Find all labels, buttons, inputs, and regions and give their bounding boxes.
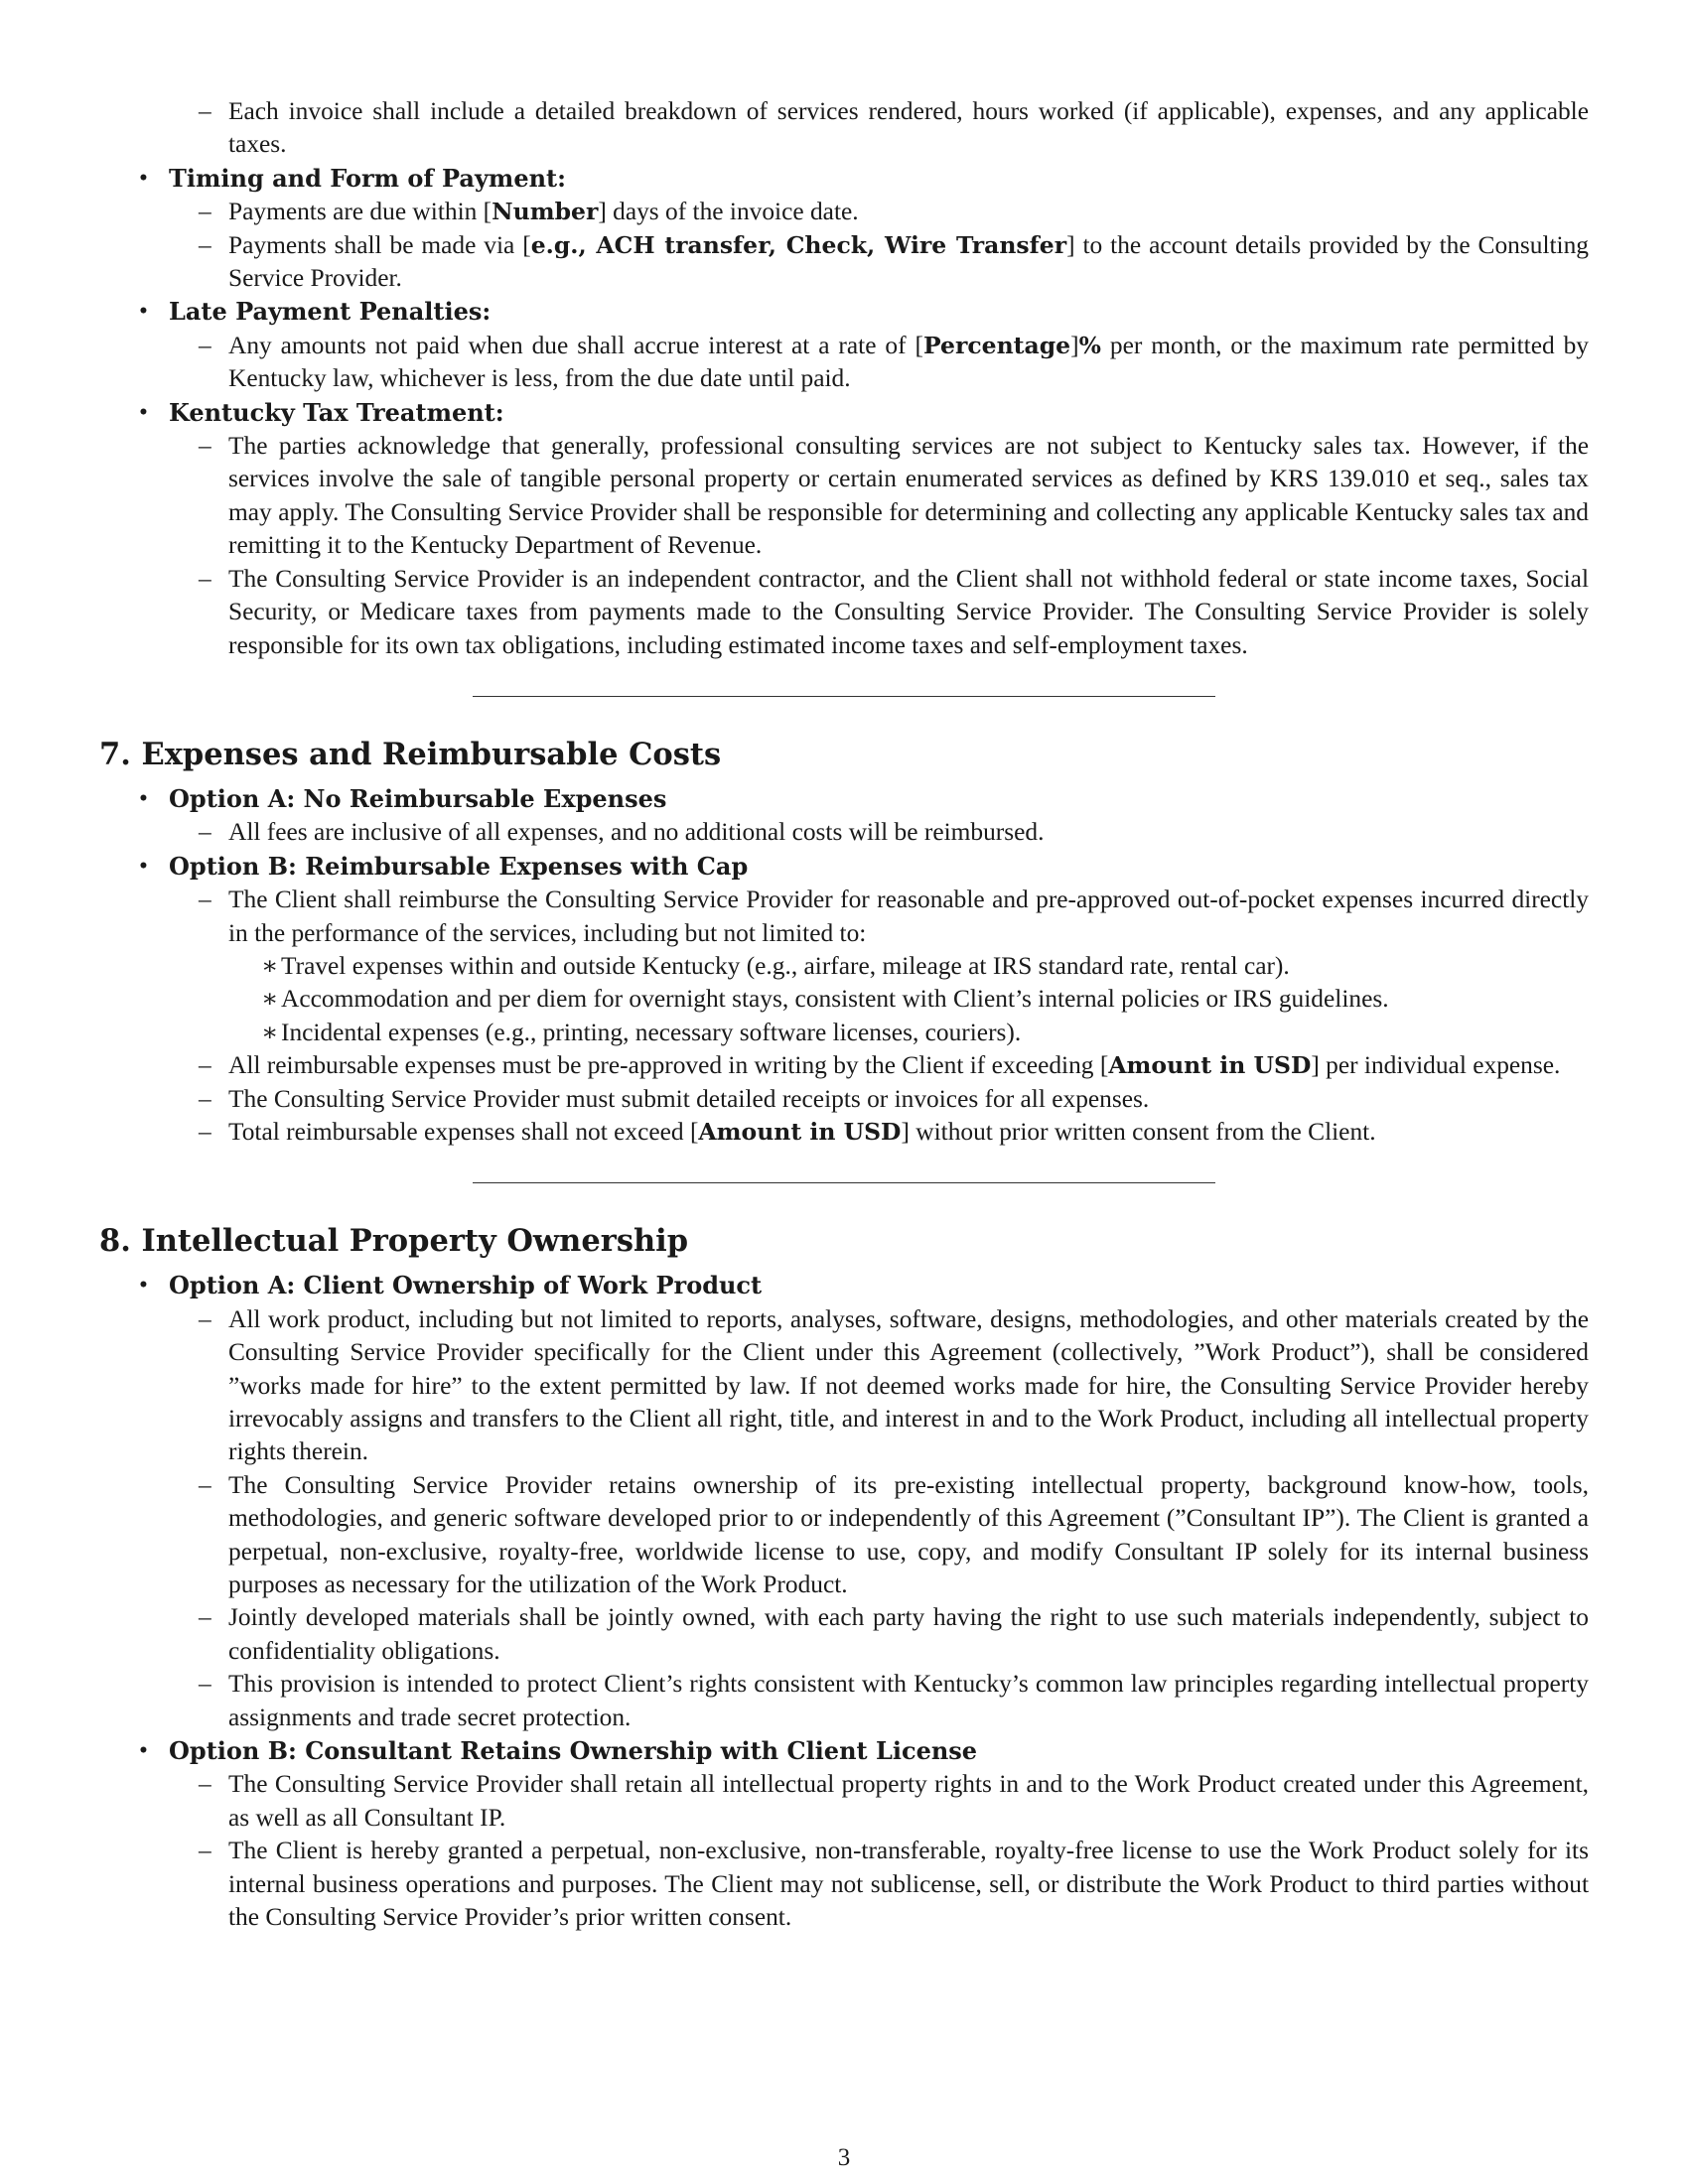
expense-type-item xyxy=(99,983,1589,1016)
reimburse-intro-text: The Client shall reimburse the Consulting Service Provider for reasonable and pre-approved out-of-pocket expenses incurred directly in the performance of the services, including but not limited to: xyxy=(228,886,1589,947)
joint-materials-text: Jointly developed materials shall be jointly owned, with each party having the right to use such materials independently, subject to confidentiality obligations. xyxy=(228,1603,1589,1665)
payment-due-pre: Payments are due within [ xyxy=(228,198,492,226)
consultant-retains-text: The Consulting Service Provider shall retain all intellectual property rights in and to the Work Product created under this Agreement, as well as all Consultant IP. xyxy=(228,1770,1589,1832)
section-8-title: 8. Intellectual Property Ownership xyxy=(99,1223,689,1260)
work-product-item xyxy=(99,1303,1589,1469)
section-7-title: 7. Expenses and Reimbursable Costs xyxy=(99,736,722,772)
invoice-detail-item xyxy=(99,95,1589,162)
kentucky-law-text: This provision is intended to protect Client’s rights consistent with Kentucky’s common law principles regarding intellectual property assignments and trade secret protection. xyxy=(228,1670,1589,1731)
number-placeholder: Number xyxy=(492,198,599,226)
no-reimbursement-item xyxy=(99,816,1589,849)
amount-placeholder: Amount in USD xyxy=(698,1117,902,1146)
timing-payment-heading: Timing and Form of Payment: xyxy=(169,163,566,193)
payment-method-post: ] to the account details provided by the Consulting Service Provider. xyxy=(228,230,1590,293)
expenses-option-b-bullet xyxy=(99,850,1589,884)
payment-method-placeholder: e.g., ACH transfer, Check, Wire Transfer xyxy=(530,230,1067,259)
invoice-detail-text: Each invoice shall include a detailed breakdown of services rendered, hours worked (if applicable), expenses, and any applicable taxes. xyxy=(228,97,1589,159)
independent-contractor-text: The Consulting Service Provider is an independent contractor, and the Client shall not withhold federal or state income taxes, Social Security, or Medicare taxes from payments made to the Consulting Service Provider. The Consulting Service Provider is solely responsible for its own tax obligations, including estimated income taxes and self-employment taxes. xyxy=(228,564,1589,659)
consultant-ip-item xyxy=(99,1469,1589,1602)
client-license-text: The Client is hereby granted a perpetual, non-exclusive, non-transferable, royalty-free license to use the Work Product solely for its internal business operations and purposes. The Client may not sublicense, sell, or distribute the Work Product to third parties without the Consulting Service Provider’s prior written consent. xyxy=(228,1837,1589,1932)
ip-option-b-bullet xyxy=(99,1734,1589,1768)
expenses-option-b-heading: Option B: Reimbursable Expenses with Cap xyxy=(169,851,749,881)
late-payment-bullet xyxy=(99,295,1589,329)
expenses-option-a-heading: Option A: No Reimbursable Expenses xyxy=(169,783,667,813)
late-interest-bracket: ] xyxy=(1070,331,1079,359)
late-interest-pre: Any amounts not paid when due shall accrue interest at a rate of [ xyxy=(228,331,923,359)
expense-cap-pre: Total reimbursable expenses shall not exceed [ xyxy=(228,1117,699,1146)
kentucky-law-item xyxy=(99,1668,1589,1734)
reimburse-intro-item xyxy=(99,884,1589,950)
joint-materials-item xyxy=(99,1601,1589,1668)
late-interest-item xyxy=(99,330,1589,396)
receipts-text: The Consulting Service Provider must submit detailed receipts or invoices for all expenses. xyxy=(228,1084,1150,1113)
expense-cap-post: ] without prior written consent from the Client. xyxy=(901,1117,1376,1146)
percentage-placeholder: Percentage xyxy=(922,331,1071,359)
expense-cap-item xyxy=(99,1116,1589,1149)
ip-option-a-bullet xyxy=(99,1269,1589,1302)
consultant-retains-item xyxy=(99,1768,1589,1835)
receipts-item xyxy=(99,1083,1589,1116)
payment-due-post: ] days of the invoice date. xyxy=(598,198,859,226)
percent-sign: % xyxy=(1078,331,1101,359)
expense-type-item xyxy=(99,1017,1589,1049)
late-payment-heading: Late Payment Penalties: xyxy=(169,297,492,327)
payment-method-item xyxy=(99,229,1589,296)
page-number: 3 xyxy=(837,2144,851,2171)
payment-method-pre: Payments shall be made via [ xyxy=(228,230,531,259)
sales-tax-item xyxy=(99,430,1589,563)
expense-type-item xyxy=(99,950,1589,983)
no-reimbursement-text: All fees are inclusive of all expenses, and no additional costs will be reimbursed. xyxy=(228,818,1045,847)
client-license-item xyxy=(99,1835,1589,1934)
independent-contractor-item xyxy=(99,563,1589,662)
preapproval-post: ] per individual expense. xyxy=(1311,1051,1561,1080)
consultant-ip-text: The Consulting Service Provider retains ownership of its pre-existing intellectual property, background know-how, tools, methodologies, and generic software developed prior to or independently of this Agreement (”Consultant IP”). The Client is granted a perpetual, non-exclusive, royalty-free, worldwide license to use, copy, and modify Consultant IP solely for its internal business purposes as necessary for the utilization of the Work Product. xyxy=(228,1470,1589,1599)
expenses-option-a-bullet xyxy=(99,782,1589,816)
incidental-expense-text: Incidental expenses (e.g., printing, necessary software licenses, couriers). xyxy=(281,1018,1022,1046)
late-interest-post: per month, or the maximum rate permitted by Kentucky law, whichever is less, from the due date until paid. xyxy=(228,331,1589,393)
ip-option-b-heading: Option B: Consultant Retains Ownership with Client License xyxy=(169,1736,978,1766)
kentucky-tax-bullet xyxy=(99,396,1589,430)
sales-tax-text: The parties acknowledge that generally, professional consulting services are not subject to Kentucky sales tax. However, if the services involve the sale of tangible personal property or certain enumerated services as defined by KRS 139.010 et seq., sales tax may apply. The Consulting Service Provider shall be responsible for determining and collecting any applicable Kentucky sales tax and remitting it to the Kentucky Department of Revenue. xyxy=(228,432,1589,560)
preapproval-item xyxy=(99,1049,1589,1082)
accommodation-expense-text: Accommodation and per diem for overnight stays, consistent with Client’s internal policies or IRS guidelines. xyxy=(281,985,1389,1014)
timing-payment-bullet xyxy=(99,162,1589,196)
travel-expense-text: Travel expenses within and outside Kentucky (e.g., airfare, mileage at IRS standard rate, rental car). xyxy=(281,951,1290,980)
amount-placeholder: Amount in USD xyxy=(1108,1051,1312,1080)
payment-due-item xyxy=(99,196,1589,228)
preapproval-pre: All reimbursable expenses must be pre-approved in writing by the Client if exceeding [ xyxy=(228,1051,1109,1080)
kentucky-tax-heading: Kentucky Tax Treatment: xyxy=(169,397,504,427)
ip-option-a-heading: Option A: Client Ownership of Work Product xyxy=(169,1271,763,1300)
work-product-text: All work product, including but not limited to reports, analyses, software, designs, methodologies, and other materials created by the Consulting Service Provider specifically for the Client under this Agreement (collectively, ”Work Product”), shall be considered ”works made for hire” to the extent permitted by law. If not deemed works made for hire, the Consulting Service Provider hereby irrevocably assigns and transfers to the Client all right, title, and interest in and to the Work Product, including all intellectual property rights therein. xyxy=(228,1304,1589,1466)
document-page xyxy=(99,95,1589,1935)
